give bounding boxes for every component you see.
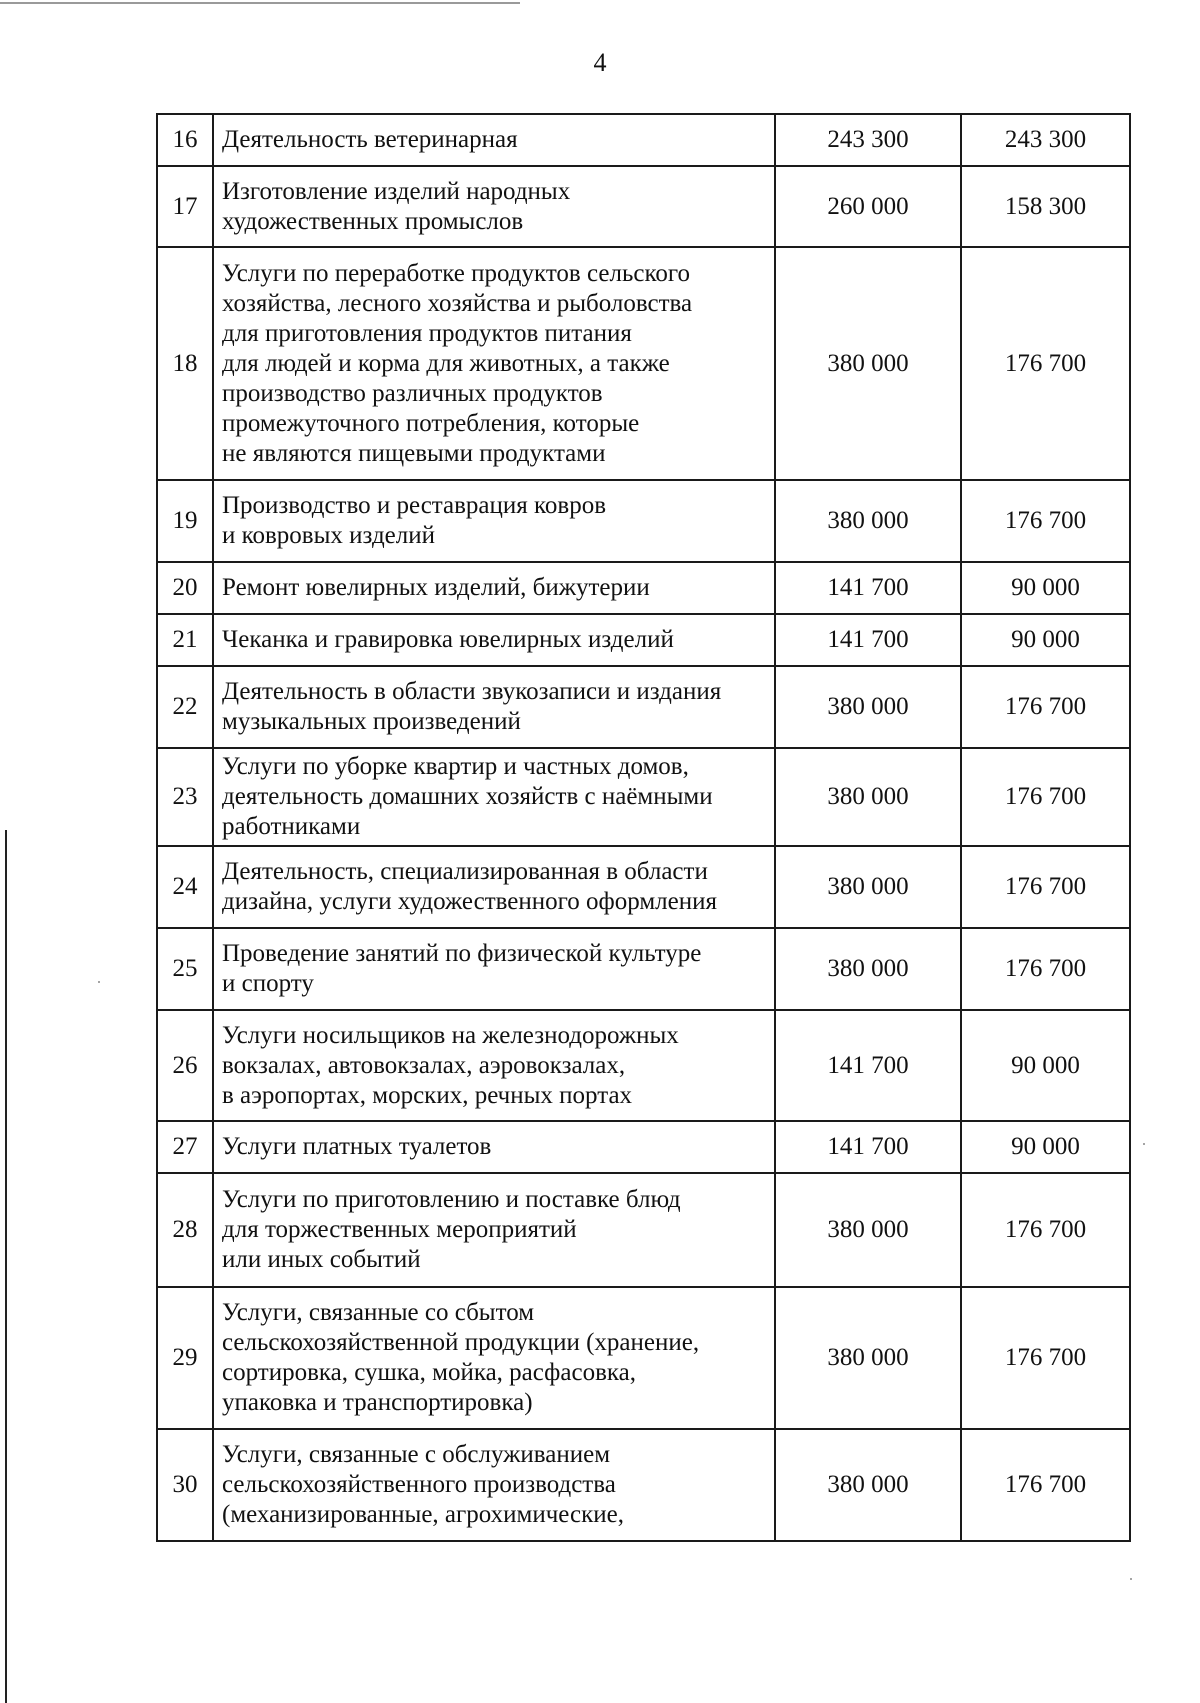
amount-column-1: 380 000 <box>775 1287 961 1429</box>
row-number: 28 <box>157 1173 213 1287</box>
description-line: сельскохозяйственной продукции (хранение, <box>222 1329 700 1356</box>
amount-column-1: 380 000 <box>775 247 961 480</box>
amount-column-1: 141 700 <box>775 562 961 614</box>
amount-column-1: 260 000 <box>775 166 961 247</box>
description-line: в аэропортах, морских, речных портах <box>222 1081 633 1109</box>
row-number: 29 <box>157 1287 213 1429</box>
amount-column-2: 176 700 <box>961 1173 1130 1287</box>
row-number: 23 <box>157 748 213 846</box>
description-line: или иных событий <box>222 1246 421 1273</box>
description-line: Услуги носильщиков на железнодорожных <box>222 1021 679 1049</box>
amount-column-2: 90 000 <box>961 614 1130 666</box>
row-number: 27 <box>157 1121 213 1173</box>
amount-column-2: 243 300 <box>961 114 1130 166</box>
row-number: 21 <box>157 614 213 666</box>
activity-description <box>213 928 775 1010</box>
amount-column-1: 380 000 <box>775 666 961 748</box>
scan-speck <box>1143 1143 1145 1145</box>
row-number: 18 <box>157 247 213 480</box>
description-line: и ковровых изделий <box>222 522 436 549</box>
amount-column-1: 141 700 <box>775 1121 961 1173</box>
row-number: 26 <box>157 1010 213 1121</box>
description-line: сортировка, сушка, мойка, расфасовка, <box>222 1359 636 1386</box>
table-row <box>157 562 1130 614</box>
activity-description <box>213 846 775 928</box>
description-line: художественных промыслов <box>222 207 524 235</box>
table-row <box>157 480 1130 562</box>
amount-column-1: 380 000 <box>775 846 961 928</box>
scan-artifact-top-line <box>0 2 520 4</box>
activity-description <box>213 562 775 614</box>
description-line: Услуги, связанные со сбытом <box>222 1299 535 1326</box>
description-line: Изготовление изделий народных <box>222 177 571 205</box>
description-line: Услуги по переработке продуктов сельского <box>222 259 690 287</box>
scan-speck <box>1130 1578 1132 1580</box>
activity-description <box>213 1010 775 1121</box>
row-number: 17 <box>157 166 213 247</box>
table-row <box>157 1429 1130 1541</box>
table-row <box>157 1287 1130 1429</box>
amount-column-2: 176 700 <box>961 480 1130 562</box>
description-line: для торжественных мероприятий <box>222 1216 577 1243</box>
tariff-table <box>156 113 1131 1542</box>
table-row <box>157 846 1130 928</box>
activity-description <box>213 480 775 562</box>
table-row <box>157 114 1130 166</box>
activity-description <box>213 1173 775 1287</box>
table-row <box>157 166 1130 247</box>
description-line: работниками <box>222 813 361 840</box>
amount-column-2: 176 700 <box>961 666 1130 748</box>
amount-column-1: 243 300 <box>775 114 961 166</box>
amount-column-2: 176 700 <box>961 748 1130 846</box>
amount-column-2: 176 700 <box>961 247 1130 480</box>
table-row <box>157 247 1130 480</box>
description-line: деятельность домашних хозяйств с наёмными <box>222 783 713 810</box>
description-line: Проведение занятий по физической культуре <box>222 940 702 967</box>
table-row <box>157 748 1130 846</box>
amount-column-1: 380 000 <box>775 748 961 846</box>
amount-column-2: 90 000 <box>961 1121 1130 1173</box>
description-line: Деятельность в области звукозаписи и издания <box>222 678 722 705</box>
description-line: Услуги, связанные с обслуживанием <box>222 1441 611 1468</box>
table-row <box>157 666 1130 748</box>
scan-artifact-left-edge <box>5 830 7 1703</box>
amount-column-2: 90 000 <box>961 1010 1130 1121</box>
amount-column-1: 141 700 <box>775 1010 961 1121</box>
table-row <box>157 928 1130 1010</box>
activity-description <box>213 247 775 480</box>
scan-speck <box>98 981 100 983</box>
description-line: промежуточного потребления, которые <box>222 409 640 437</box>
description-line: дизайна, услуги художественного оформления <box>222 888 717 915</box>
page-number: 4 <box>593 48 607 77</box>
description-line: и спорту <box>222 970 314 997</box>
amount-column-2: 176 700 <box>961 846 1130 928</box>
description-line: Услуги платных туалетов <box>222 1133 492 1160</box>
activity-description <box>213 114 775 166</box>
amount-column-1: 380 000 <box>775 928 961 1010</box>
table-row <box>157 1173 1130 1287</box>
description-line: Деятельность ветеринарная <box>222 126 518 153</box>
table-row <box>157 1121 1130 1173</box>
activity-description <box>213 666 775 748</box>
activity-description <box>213 1287 775 1429</box>
description-line: сельскохозяйственного производства <box>222 1471 616 1498</box>
activity-description <box>213 166 775 247</box>
row-number: 30 <box>157 1429 213 1541</box>
row-number: 25 <box>157 928 213 1010</box>
row-number: 22 <box>157 666 213 748</box>
row-number: 16 <box>157 114 213 166</box>
activity-description <box>213 1121 775 1173</box>
description-line: Ремонт ювелирных изделий, бижутерии <box>222 574 650 601</box>
description-line: Деятельность, специализированная в области <box>222 858 708 885</box>
description-line: для приготовления продуктов питания <box>222 319 632 347</box>
row-number: 20 <box>157 562 213 614</box>
description-line: не являются пищевыми продуктами <box>222 439 606 467</box>
amount-column-1: 380 000 <box>775 1429 961 1541</box>
description-line: Услуги по приготовлению и поставке блюд <box>222 1186 681 1213</box>
description-line: (механизированные, агрохимические, <box>222 1501 624 1528</box>
description-line: упаковка и транспортировка) <box>222 1389 533 1416</box>
amount-column-2: 176 700 <box>961 1429 1130 1541</box>
amount-column-1: 141 700 <box>775 614 961 666</box>
amount-column-1: 380 000 <box>775 480 961 562</box>
description-line: Производство и реставрация ковров <box>222 492 607 519</box>
description-line: производство различных продуктов <box>222 379 603 407</box>
amount-column-2: 90 000 <box>961 562 1130 614</box>
row-number: 19 <box>157 480 213 562</box>
activity-description <box>213 748 775 846</box>
table-row <box>157 1010 1130 1121</box>
description-line: хозяйства, лесного хозяйства и рыболовства <box>222 289 693 317</box>
description-line: Чеканка и гравировка ювелирных изделий <box>222 626 674 653</box>
tariff-table-body <box>157 114 1130 1541</box>
description-line: вокзалах, автовокзалах, аэровокзалах, <box>222 1051 626 1079</box>
amount-column-2: 176 700 <box>961 1287 1130 1429</box>
amount-column-2: 176 700 <box>961 928 1130 1010</box>
amount-column-2: 158 300 <box>961 166 1130 247</box>
amount-column-1: 380 000 <box>775 1173 961 1287</box>
activity-description <box>213 614 775 666</box>
activity-description <box>213 1429 775 1541</box>
row-number: 24 <box>157 846 213 928</box>
description-line: Услуги по уборке квартир и частных домов, <box>222 753 689 780</box>
description-line: музыкальных произведений <box>222 708 521 735</box>
description-line: для людей и корма для животных, а также <box>222 349 670 377</box>
table-row <box>157 614 1130 666</box>
